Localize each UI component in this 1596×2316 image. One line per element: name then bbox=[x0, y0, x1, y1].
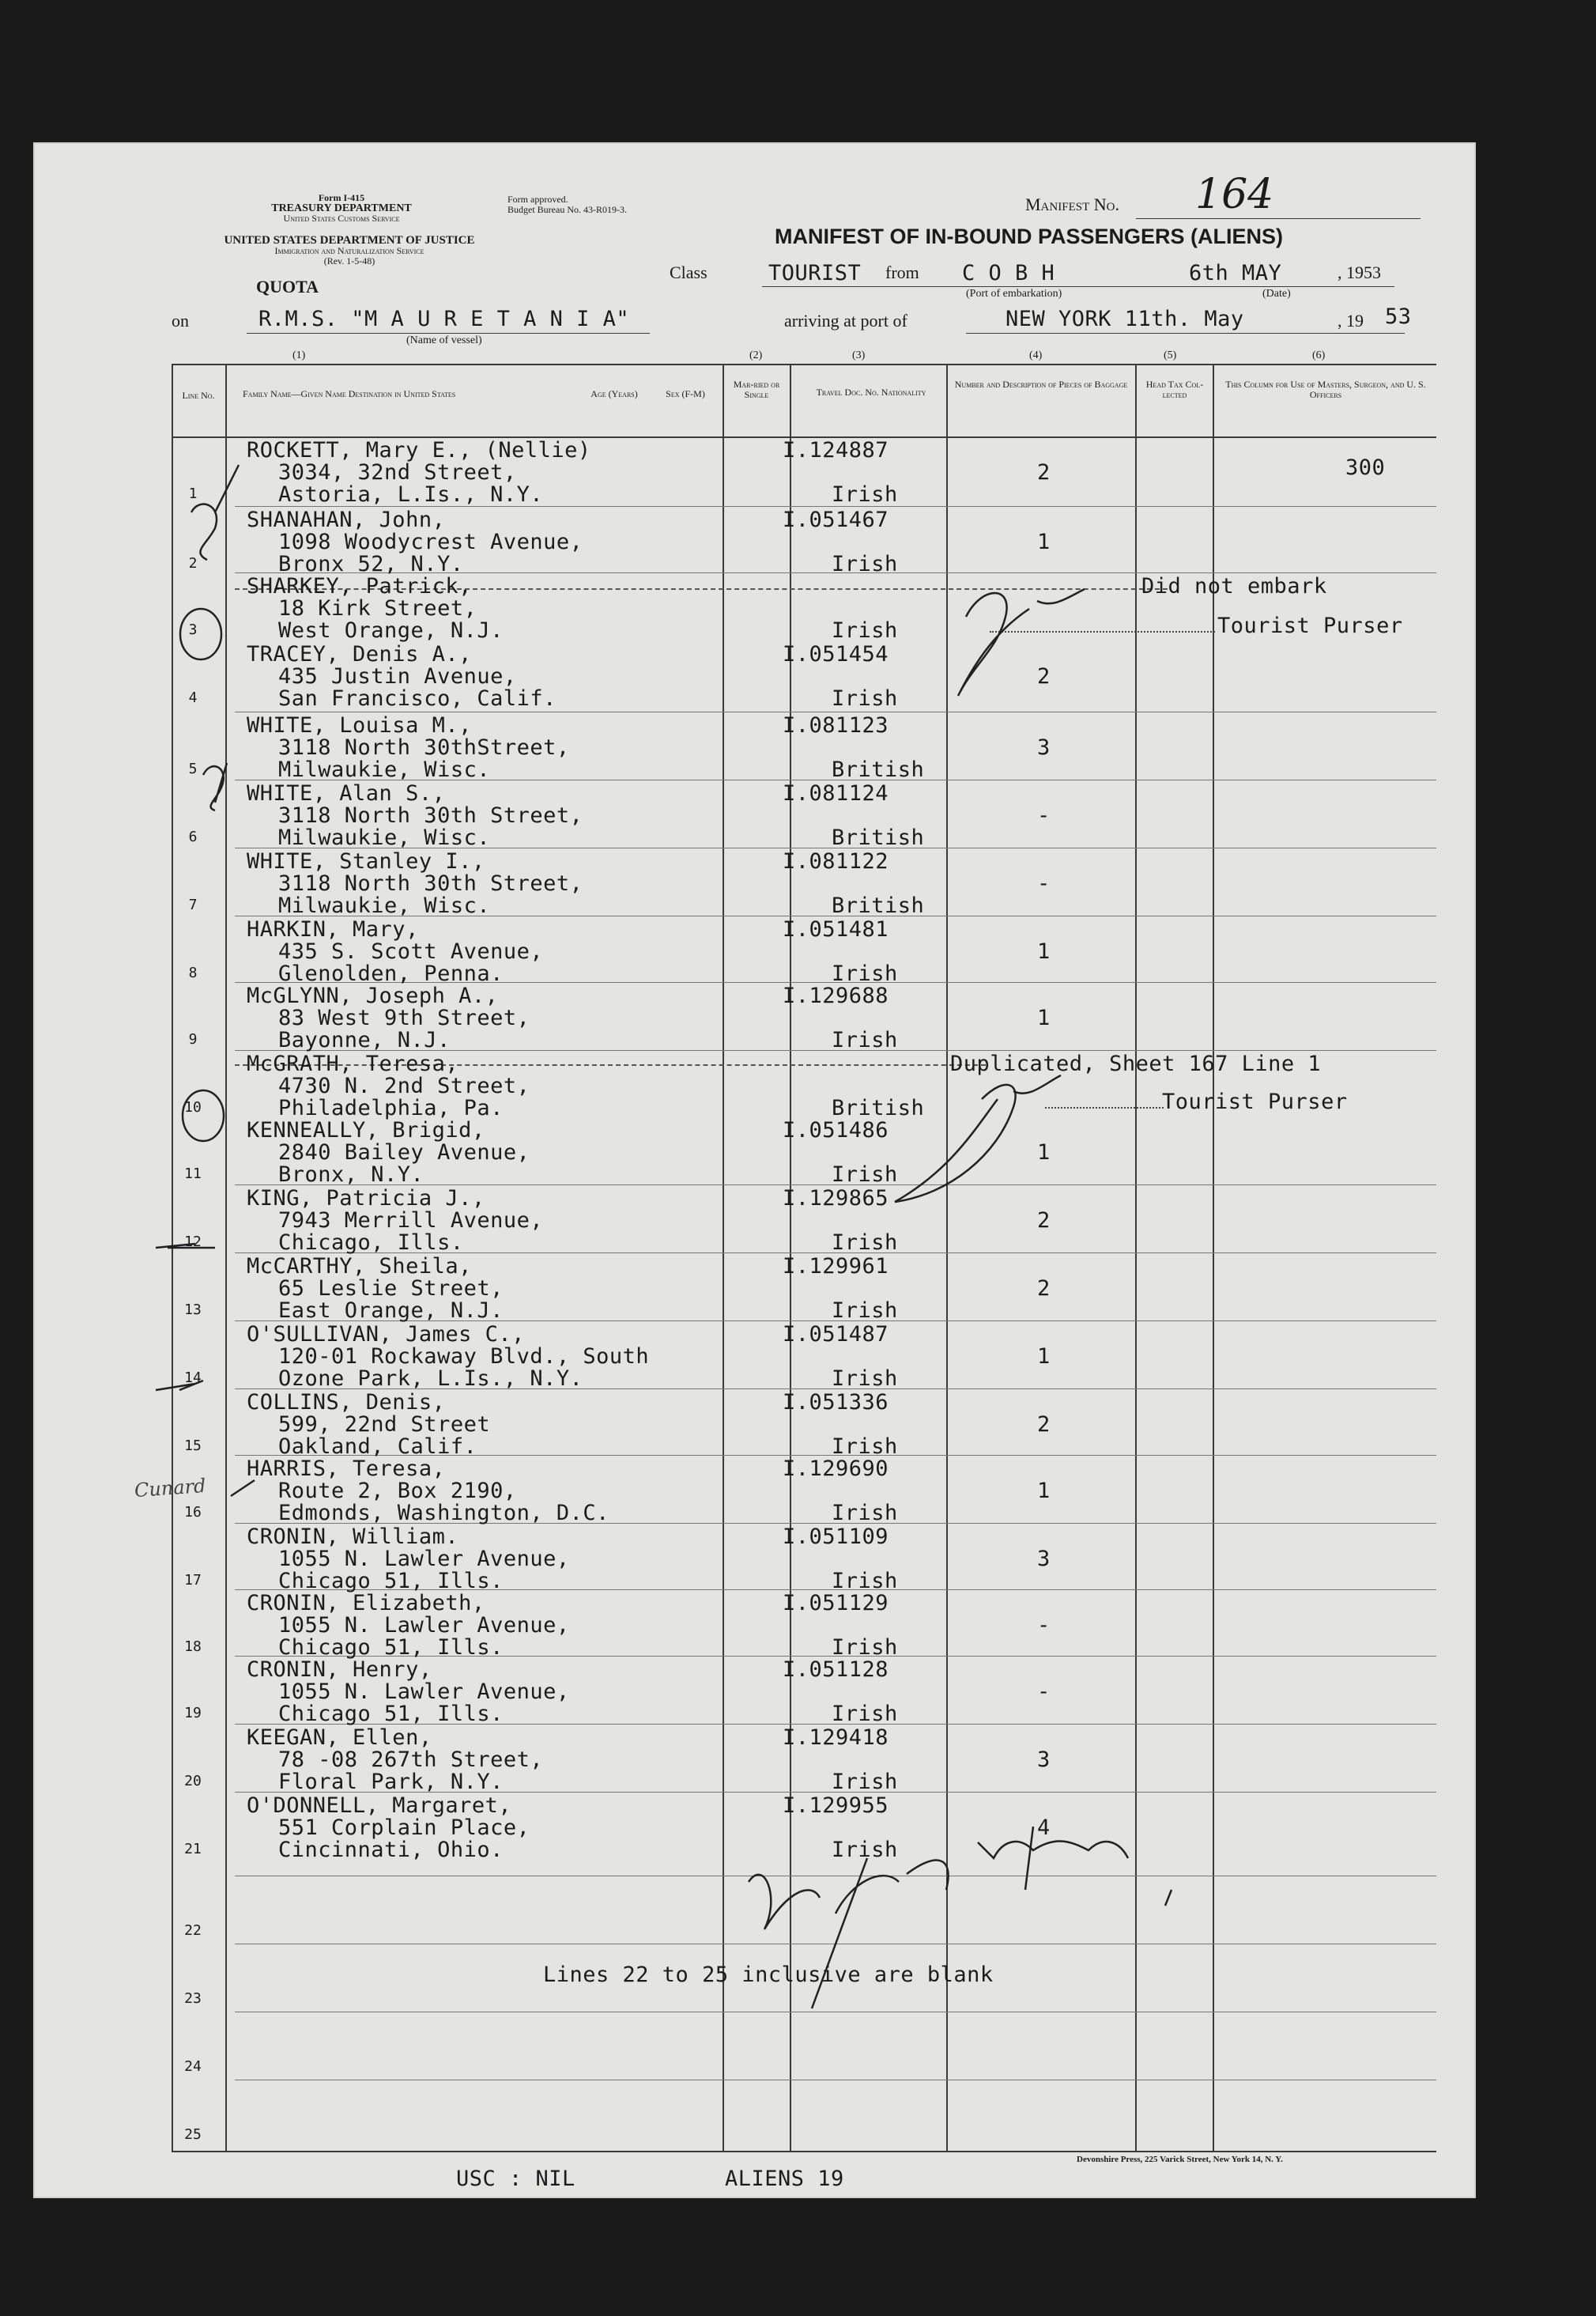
address-line-1: 551 Corplain Place, bbox=[278, 1815, 530, 1840]
address-line-1: 120-01 Rockaway Blvd., South bbox=[278, 1344, 650, 1369]
address-line-1: 65 Leslie Street, bbox=[278, 1276, 504, 1301]
travel-doc-no: I.129690 bbox=[783, 1456, 889, 1481]
address-line-2: Chicago 51, Ills. bbox=[278, 1569, 504, 1593]
ins-label: Immigration and Naturalization Service bbox=[274, 245, 424, 256]
travel-doc-no: I.081122 bbox=[783, 849, 889, 874]
header-name: Family Name—Given Name Destination in United States bbox=[243, 388, 456, 399]
baggage-count: 1 bbox=[1037, 1140, 1051, 1165]
line-number: 19 bbox=[184, 1705, 202, 1721]
address-line-1: 1098 Woodycrest Avenue, bbox=[278, 530, 583, 554]
line-number: 1 bbox=[188, 485, 198, 502]
address-line-1: 3034, 32nd Street, bbox=[278, 460, 517, 485]
column-number-1: (1) bbox=[292, 349, 306, 361]
from-label: from bbox=[885, 263, 919, 282]
passenger-name: KEEGAN, Ellen, bbox=[247, 1725, 432, 1750]
rev-label: (Rev. 1-5-48) bbox=[323, 255, 375, 266]
baggage-count: 2 bbox=[1037, 1276, 1051, 1301]
header-age: Age (Years) bbox=[590, 388, 638, 399]
justice-label: UNITED STATES DEPARTMENT OF JUSTICE bbox=[224, 234, 475, 247]
line-number: 4 bbox=[188, 690, 198, 706]
officer-signature bbox=[749, 1827, 1128, 2008]
column-number-5: (5) bbox=[1164, 349, 1177, 361]
address-line-2: Floral Park, N.Y. bbox=[278, 1770, 504, 1794]
manifest-sheet bbox=[33, 142, 1476, 2198]
nationality: Irish bbox=[832, 1838, 898, 1862]
header-baggage: Number and Description of Pieces of Baggage bbox=[954, 379, 1128, 390]
header-sex: Sex (F-M) bbox=[666, 388, 705, 399]
quota-label: QUOTA bbox=[256, 277, 319, 297]
line-number: 13 bbox=[184, 1302, 202, 1318]
on-label: on bbox=[172, 311, 189, 331]
travel-doc-no: I.081124 bbox=[783, 781, 889, 806]
baggage-count: 4 bbox=[1037, 1815, 1051, 1840]
passenger-name: SHARKEY, Patrick, bbox=[247, 574, 472, 599]
arriving-label: arriving at port of bbox=[784, 311, 907, 331]
address-line-2: Chicago 51, Ills. bbox=[278, 1635, 504, 1660]
baggage-count: 1 bbox=[1037, 530, 1051, 554]
marginal-mark bbox=[203, 763, 227, 810]
printer-credit: Devonshire Press, 225 Varick Street, New York 14, N. Y. bbox=[1077, 2155, 1283, 2164]
passenger-name: WHITE, Louisa M., bbox=[247, 713, 472, 738]
nationality: Irish bbox=[832, 552, 898, 576]
travel-doc-no: I.124887 bbox=[783, 438, 889, 463]
nationality: Irish bbox=[832, 1366, 898, 1391]
line-number: 21 bbox=[184, 1841, 202, 1857]
line-number: 22 bbox=[184, 1922, 202, 1939]
class-value: TOURIST bbox=[768, 261, 862, 285]
baggage-count: 3 bbox=[1037, 1747, 1051, 1772]
tick-mark bbox=[1165, 1890, 1172, 1906]
nationality: Irish bbox=[832, 962, 898, 986]
travel-doc-no: I.081123 bbox=[783, 713, 889, 738]
address-line-1: 1055 N. Lawler Avenue, bbox=[278, 1679, 570, 1704]
address-line-2: Chicago, Ills. bbox=[278, 1230, 464, 1255]
address-line-2: Cincinnati, Ohio. bbox=[278, 1838, 504, 1862]
line-number: 10 bbox=[184, 1099, 202, 1116]
nationality: Irish bbox=[832, 686, 898, 711]
passenger-name: TRACEY, Denis A., bbox=[247, 642, 472, 667]
line-number: 7 bbox=[188, 897, 198, 913]
port-of-embarkation: C O B H bbox=[962, 261, 1055, 285]
address-line-1: 3118 North 30thStreet, bbox=[278, 735, 570, 760]
passenger-name: McGLYNN, Joseph A., bbox=[247, 984, 499, 1008]
travel-doc-no: I.051129 bbox=[783, 1591, 889, 1615]
address-line-2: Oakland, Calif. bbox=[278, 1434, 477, 1459]
line-number: 20 bbox=[184, 1773, 202, 1789]
marginal-tick bbox=[156, 1381, 203, 1390]
baggage-count: - bbox=[1037, 1613, 1051, 1638]
baggage-count: 2 bbox=[1037, 664, 1051, 689]
manifest-title: MANIFEST OF IN-BOUND PASSENGERS (ALIENS) bbox=[775, 225, 1284, 248]
year-2-prefix: , 19 bbox=[1338, 311, 1364, 331]
address-line-1: 3118 North 30th Street, bbox=[278, 803, 583, 828]
column-number-4: (4) bbox=[1029, 349, 1043, 361]
header-officers: This Column for Use of Masters, Surgeon, and U. S. Officers bbox=[1225, 379, 1426, 400]
form-number: Form I-415 bbox=[318, 192, 365, 203]
travel-doc-no: I.129688 bbox=[783, 984, 889, 1008]
nationality: Irish bbox=[832, 482, 898, 507]
nationality: Irish bbox=[832, 1298, 898, 1323]
circled-line-3 bbox=[180, 609, 221, 659]
nationality: Irish bbox=[832, 1501, 898, 1525]
address-line-2: Glenolden, Penna. bbox=[278, 962, 504, 986]
column-number-3: (3) bbox=[852, 349, 866, 361]
manifest-no-label: Manifest No. bbox=[1025, 195, 1119, 214]
address-line-1: 599, 22nd Street bbox=[278, 1412, 491, 1437]
marginal-tick bbox=[231, 1480, 255, 1496]
baggage-count: 3 bbox=[1037, 735, 1051, 760]
vessel-caption: (Name of vessel) bbox=[406, 334, 482, 346]
nationality: Irish bbox=[832, 1028, 898, 1052]
nationality: Irish bbox=[832, 1635, 898, 1660]
address-line-1: 1055 N. Lawler Avenue, bbox=[278, 1547, 570, 1571]
address-line-2: Milwaukie, Wisc. bbox=[278, 758, 491, 782]
passenger-name: WHITE, Stanley I., bbox=[247, 849, 485, 874]
passenger-name: HARKIN, Mary, bbox=[247, 917, 419, 942]
address-line-1: 4730 N. 2nd Street, bbox=[278, 1074, 530, 1098]
travel-doc-no: I.051467 bbox=[783, 508, 889, 532]
line-number: 25 bbox=[184, 2126, 202, 2143]
passenger-name: KENNEALLY, Brigid, bbox=[247, 1118, 485, 1143]
customs-label: United States Customs Service bbox=[283, 213, 400, 224]
nationality: British bbox=[832, 758, 925, 782]
baggage-count: 2 bbox=[1037, 1412, 1051, 1437]
cunard-handwritten-note: Cunard bbox=[134, 1474, 207, 1502]
blank-lines-note: Lines 22 to 25 inclusive are blank bbox=[543, 1963, 994, 1987]
address-line-1: 435 S. Scott Avenue, bbox=[278, 939, 544, 964]
nationality: Irish bbox=[832, 1702, 898, 1726]
passenger-name: McGRATH, Teresa, bbox=[247, 1052, 459, 1076]
date-caption: (Date) bbox=[1262, 288, 1291, 300]
line-number: 2 bbox=[188, 555, 198, 572]
nationality: Irish bbox=[832, 1770, 898, 1794]
header-head-tax: Head Tax Col-lected bbox=[1145, 379, 1204, 400]
travel-doc-no: I.129865 bbox=[783, 1186, 889, 1211]
travel-doc-no: I.051128 bbox=[783, 1657, 889, 1682]
line-number: 24 bbox=[184, 2058, 202, 2075]
travel-doc-no: I.051454 bbox=[783, 642, 889, 667]
vessel-name: R.M.S. "M A U R E T A N I A" bbox=[258, 307, 630, 331]
line-number: 23 bbox=[184, 1990, 202, 2007]
nationality: British bbox=[832, 894, 925, 918]
address-line-1: 83 West 9th Street, bbox=[278, 1006, 530, 1030]
baggage-count: - bbox=[1037, 1679, 1051, 1704]
address-line-2: Milwaukie, Wisc. bbox=[278, 826, 491, 850]
address-line-2: Milwaukie, Wisc. bbox=[278, 894, 491, 918]
line-number: 3 bbox=[188, 622, 198, 638]
address-line-1: 1055 N. Lawler Avenue, bbox=[278, 1613, 570, 1638]
circled-line-10 bbox=[183, 1090, 224, 1141]
address-line-1: 435 Justin Avenue, bbox=[278, 664, 517, 689]
line-number: 12 bbox=[184, 1234, 202, 1250]
address-line-2: East Orange, N.J. bbox=[278, 1298, 504, 1323]
tourist-purser-note: Tourist Purser bbox=[1162, 1090, 1348, 1114]
purser-signature-2 bbox=[895, 1075, 1061, 1202]
passenger-name: CRONIN, Elizabeth, bbox=[247, 1591, 485, 1615]
duplicated-note: Duplicated, Sheet 167 Line 1 bbox=[950, 1052, 1322, 1076]
handwritten-marks bbox=[33, 142, 1476, 2198]
baggage-count: 1 bbox=[1037, 939, 1051, 964]
address-line-2: Astoria, L.Is., N.Y. bbox=[278, 482, 544, 507]
travel-doc-no: I.051109 bbox=[783, 1524, 889, 1549]
marginal-mark bbox=[191, 465, 239, 560]
year-1: , 1953 bbox=[1338, 263, 1381, 282]
tourist-purser-note: Tourist Purser bbox=[1217, 614, 1403, 638]
travel-doc-no: I.129418 bbox=[783, 1725, 889, 1750]
passenger-name: McCARTHY, Sheila, bbox=[247, 1254, 472, 1279]
passenger-name: O'SULLIVAN, James C., bbox=[247, 1322, 525, 1347]
travel-doc-no: I.051336 bbox=[783, 1390, 889, 1415]
column-number-6: (6) bbox=[1312, 349, 1326, 361]
travel-doc-no: I.129955 bbox=[783, 1793, 889, 1818]
header-travel-doc: Travel Doc. No. Nationality bbox=[816, 387, 926, 398]
address-line-2: Philadelphia, Pa. bbox=[278, 1096, 504, 1120]
passenger-name: COLLINS, Denis, bbox=[247, 1390, 446, 1415]
baggage-count: 1 bbox=[1037, 1479, 1051, 1503]
nationality: Irish bbox=[832, 1162, 898, 1187]
address-line-1: 78 -08 267th Street, bbox=[278, 1747, 544, 1772]
address-line-2: Chicago 51, Ills. bbox=[278, 1702, 504, 1726]
line-number: 17 bbox=[184, 1572, 202, 1589]
embarkation-date: 6th MAY bbox=[1189, 261, 1282, 285]
header-line-no: Line No. bbox=[182, 390, 215, 401]
line-number: 14 bbox=[184, 1370, 202, 1386]
line-number: 18 bbox=[184, 1638, 202, 1655]
address-line-2: Bronx, N.Y. bbox=[278, 1162, 424, 1187]
address-line-2: Bayonne, N.J. bbox=[278, 1028, 451, 1052]
passenger-name: HARRIS, Teresa, bbox=[247, 1456, 446, 1481]
travel-doc-no: I.051481 bbox=[783, 917, 889, 942]
nationality: Irish bbox=[832, 1230, 898, 1255]
arrival-port-date: NEW YORK 11th. May bbox=[1006, 307, 1244, 331]
passenger-name: WHITE, Alan S., bbox=[247, 781, 446, 806]
nationality: Irish bbox=[832, 1569, 898, 1593]
baggage-count: - bbox=[1037, 803, 1051, 828]
port-caption: (Port of embarkation) bbox=[966, 288, 1062, 300]
passenger-name: ROCKETT, Mary E., (Nellie) bbox=[247, 438, 591, 463]
approved-label: Form approved. bbox=[507, 194, 568, 205]
baggage-count: 1 bbox=[1037, 1006, 1051, 1030]
address-line-1: 18 Kirk Street, bbox=[278, 596, 477, 621]
baggage-count: 3 bbox=[1037, 1547, 1051, 1571]
baggage-count: - bbox=[1037, 871, 1051, 896]
treasury-label: TREASURY DEPARTMENT bbox=[271, 202, 412, 214]
line-number: 16 bbox=[184, 1504, 202, 1521]
passenger-name: CRONIN, Henry, bbox=[247, 1657, 432, 1682]
line-number: 9 bbox=[188, 1031, 198, 1048]
class-label: Class bbox=[670, 263, 707, 282]
address-line-2: Bronx 52, N.Y. bbox=[278, 552, 464, 576]
nationality: British bbox=[832, 826, 925, 850]
officer-note: 300 bbox=[1345, 455, 1386, 480]
baggage-count: 2 bbox=[1037, 1208, 1051, 1233]
header-married: Mar-ried or Single bbox=[733, 379, 780, 400]
address-line-1: 7943 Merrill Avenue, bbox=[278, 1208, 544, 1233]
nationality: Irish bbox=[832, 1434, 898, 1459]
address-line-2: San Francisco, Calif. bbox=[278, 686, 557, 711]
manifest-no-value: 164 bbox=[1195, 171, 1274, 218]
travel-doc-no: I.051486 bbox=[783, 1118, 889, 1143]
passenger-name: CRONIN, William. bbox=[247, 1524, 459, 1549]
address-line-1: Route 2, Box 2190, bbox=[278, 1479, 517, 1503]
address-line-2: Ozone Park, L.Is., N.Y. bbox=[278, 1366, 583, 1391]
address-line-2: West Orange, N.J. bbox=[278, 618, 504, 643]
year-2-suffix: 53 bbox=[1385, 304, 1412, 329]
line-number: 8 bbox=[188, 965, 198, 981]
passenger-name: SHANAHAN, John, bbox=[247, 508, 446, 532]
line-number: 6 bbox=[188, 829, 198, 845]
passenger-name: KING, Patricia J., bbox=[247, 1186, 485, 1211]
line-number: 15 bbox=[184, 1438, 202, 1454]
marginal-tick bbox=[156, 1244, 215, 1248]
budget-label: Budget Bureau No. 43-R019-3. bbox=[507, 204, 627, 215]
nationality: Irish bbox=[832, 618, 898, 643]
nationality: British bbox=[832, 1096, 925, 1120]
purser-signature-1 bbox=[958, 589, 1085, 696]
line-number: 5 bbox=[188, 761, 198, 777]
baggage-count: 1 bbox=[1037, 1344, 1051, 1369]
baggage-count: 2 bbox=[1037, 460, 1051, 485]
column-number-2: (2) bbox=[749, 349, 763, 361]
address-line-1: 3118 North 30th Street, bbox=[278, 871, 583, 896]
usc-total: USC : NIL bbox=[456, 2167, 575, 2191]
passenger-name: O'DONNELL, Margaret, bbox=[247, 1793, 512, 1818]
travel-doc-no: I.129961 bbox=[783, 1254, 889, 1279]
line-number: 11 bbox=[184, 1166, 202, 1182]
travel-doc-no: I.051487 bbox=[783, 1322, 889, 1347]
did-not-embark-note: Did not embark bbox=[1141, 574, 1327, 599]
aliens-total: ALIENS 19 bbox=[725, 2167, 844, 2191]
address-line-2: Edmonds, Washington, D.C. bbox=[278, 1501, 609, 1525]
address-line-1: 2840 Bailey Avenue, bbox=[278, 1140, 530, 1165]
